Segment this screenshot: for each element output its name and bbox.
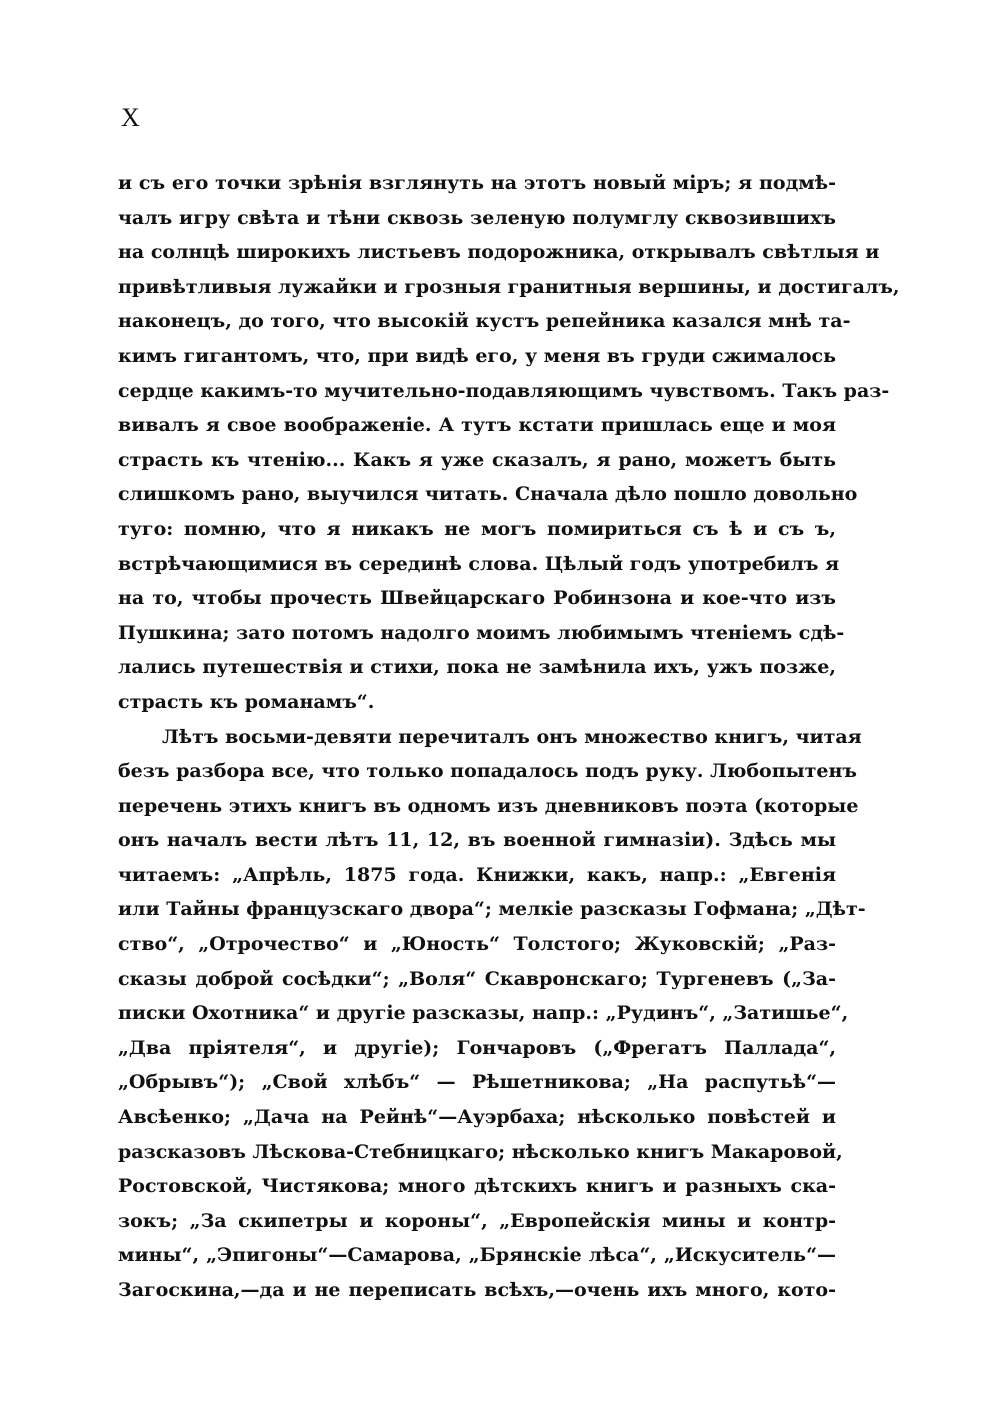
text-line: разсказовъ Лѣскова-Стебницкаго; нѣсколько книгъ Макаровой, bbox=[118, 1140, 843, 1163]
paragraph-end-line: страсть къ романамъ“. bbox=[118, 690, 375, 713]
body-text bbox=[118, 166, 900, 1308]
text-line: писки Охотника“ и другіе разсказы, напр.: „Рудинъ“, „Затишье“, bbox=[118, 1002, 849, 1025]
text-line: перечень этихъ книгъ въ одномъ изъ дневниковъ поэта (которые bbox=[118, 794, 859, 817]
text-line: Загоскина,—да и не переписать всѣхъ,—очень ихъ много, кото- bbox=[118, 1279, 836, 1301]
text-line: лались путешествія и стихи, пока не замѣнила ихъ, ужъ позже, bbox=[118, 656, 836, 679]
text-line: Ростовской, Чистякова; много дѣтскихъ книгъ и разныхъ ска- bbox=[118, 1175, 836, 1198]
text-line: кимъ гигантомъ, что, при видѣ его, у меня въ груди сжималось bbox=[118, 344, 836, 367]
text-line: туго: помню, что я никакъ не могъ помириться съ ѣ и съ ъ, bbox=[118, 517, 836, 540]
text-line: и съ его точки зрѣнія взглянуть на этотъ новый міръ; я подмѣ- bbox=[118, 172, 836, 194]
text-line: страсть къ чтенію... Какъ я уже сказалъ, я рано, можетъ быть bbox=[118, 448, 836, 471]
text-line: зокъ; „За скипетры и короны“, „Европейскія мины и контр- bbox=[118, 1209, 836, 1232]
text-line: на то, чтобы прочесть Швейцарскаго Робинзона и кое-что изъ bbox=[118, 587, 836, 610]
text-line: привѣтливыя лужайки и грозныя гранитныя вершины, и достигалъ, bbox=[118, 275, 900, 298]
text-line: сказы доброй сосѣдки“; „Воля“ Скавронскаго; Тургеневъ („За- bbox=[118, 967, 836, 990]
paragraph-start-line: Лѣтъ восьми-девяти перечиталъ онъ множество книгъ, читая bbox=[162, 725, 862, 748]
text-line: Авсѣенко; „Дача на Рейнѣ“—Ауэрбаха; нѣсколько повѣстей и bbox=[118, 1106, 836, 1129]
text-line: слишкомъ рано, выучился читать. Сначала дѣло пошло довольно bbox=[118, 483, 858, 506]
text-line: безъ разбора все, что только попадалось подъ руку. Любопытенъ bbox=[118, 760, 857, 783]
text-line: или Тайны французскаго двора“; мелкіе разсказы Гофмана; „Дѣт- bbox=[118, 898, 866, 921]
text-line: „Обрывъ“); „Свой хлѣбъ“ — Рѣшетникова; „На распутьѣ“— bbox=[118, 1071, 836, 1094]
text-line: встрѣчающимися въ серединѣ слова. Цѣлый годъ употребилъ я bbox=[118, 552, 840, 575]
text-line: на солнцѣ широкихъ листьевъ подорожника, открывалъ свѣтлыя и bbox=[118, 241, 880, 264]
text-line: онъ началъ вести лѣтъ 11, 12, въ военной гимназіи). Здѣсь мы bbox=[118, 829, 836, 852]
text-line: вивалъ я свое воображеніе. А тутъ кстати пришлась еще и моя bbox=[118, 414, 836, 437]
text-line: Пушкина; зато потомъ надолго моимъ любимымъ чтеніемъ сдѣ- bbox=[118, 621, 845, 644]
text-line: читаемъ: „Апрѣль, 1875 года. Книжки, какъ, напр.: „Евгенія bbox=[118, 863, 836, 886]
text-line: „Два пріятеля“, и другіе); Гончаровъ („Фрегатъ Паллада“, bbox=[118, 1036, 836, 1059]
page-number: X bbox=[121, 103, 140, 132]
text-line: чалъ игру свѣта и тѣни сквозь зеленую полумглу сквозившихъ bbox=[118, 206, 836, 229]
text-line: мины“, „Эпигоны“—Самарова, „Брянскіе лѣса“, „Искуситель“— bbox=[118, 1244, 836, 1267]
text-line: сердце какимъ-то мучительно-подавляющимъ чувствомъ. Такъ раз- bbox=[118, 379, 890, 402]
text-line: наконецъ, до того, что высокій кустъ репейника казался мнѣ та- bbox=[118, 310, 851, 333]
text-line: ство“, „Отрочество“ и „Юность“ Толстого; Жуковскій; „Раз- bbox=[118, 933, 836, 956]
